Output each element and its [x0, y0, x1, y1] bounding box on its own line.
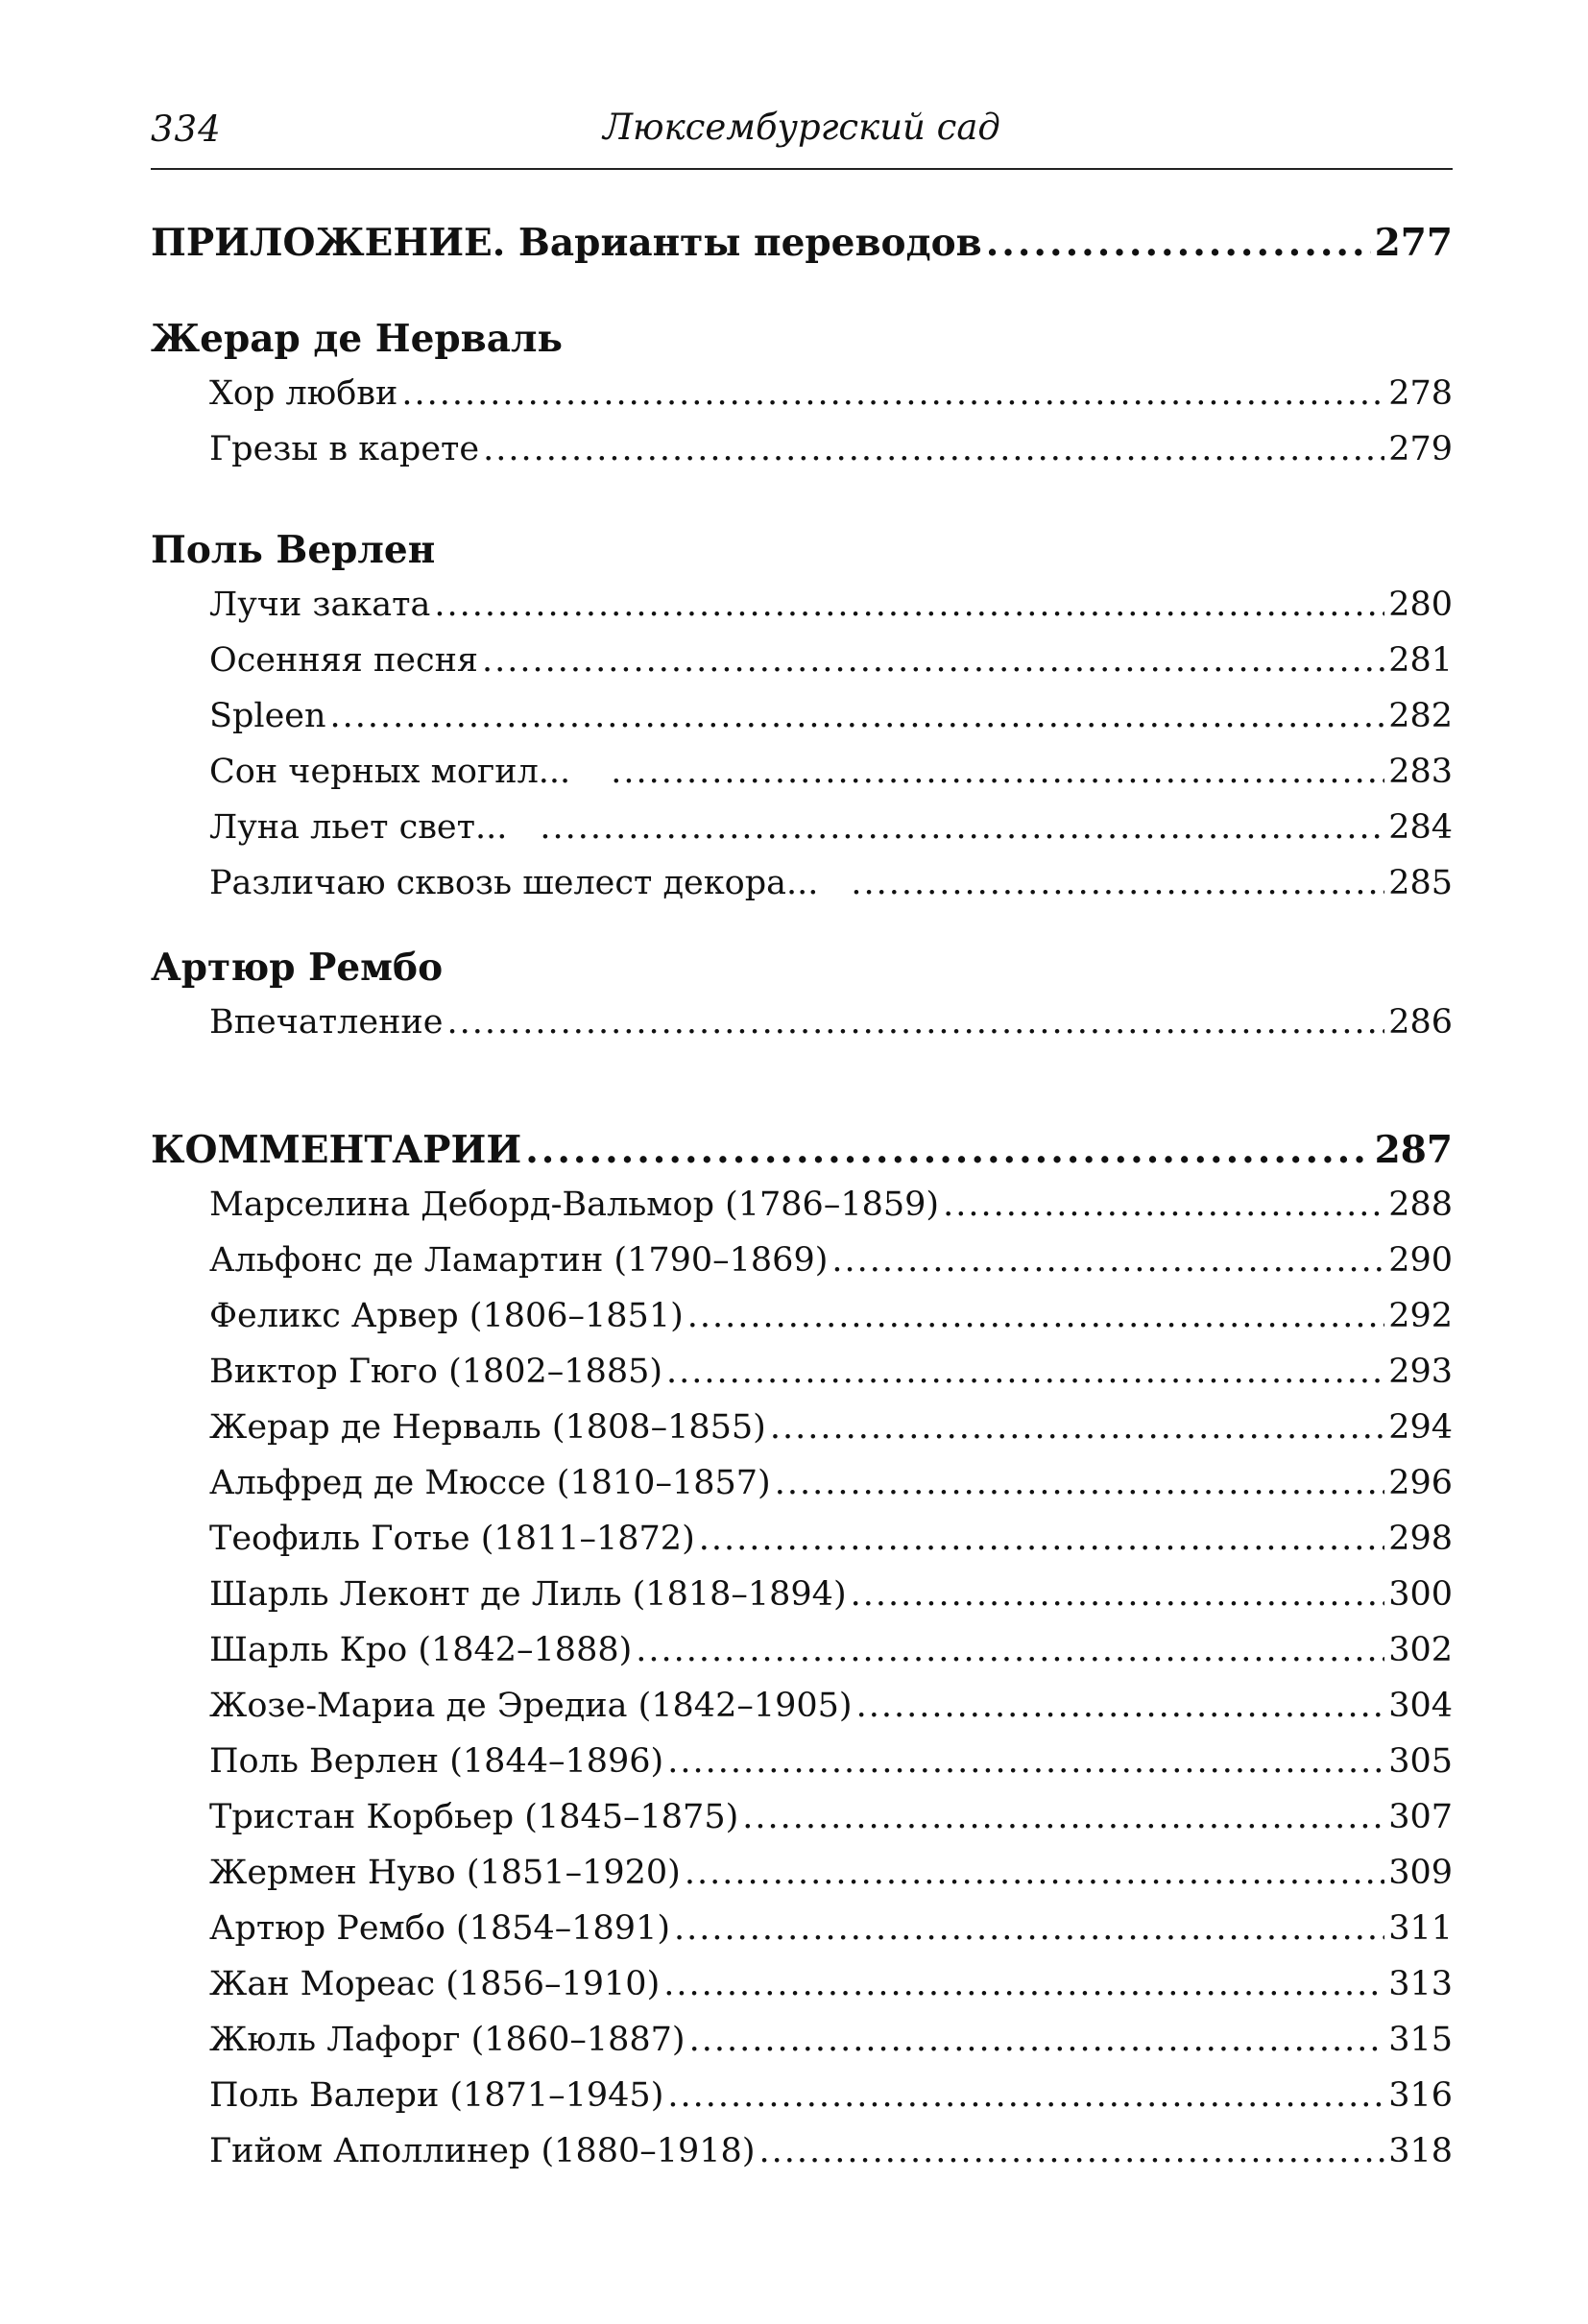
- leader-dots: [856, 1687, 1385, 1725]
- page-ref: 290: [1388, 1241, 1453, 1280]
- toc-entry[interactable]: [209, 1297, 1453, 1335]
- page-ref: 307: [1388, 1798, 1453, 1836]
- page-ref: 300: [1388, 1575, 1453, 1614]
- toc-heading-appendix[interactable]: [151, 221, 1453, 265]
- leader-dots: [687, 1297, 1384, 1335]
- leader-dots: [742, 1798, 1384, 1836]
- toc-entry[interactable]: [209, 2076, 1453, 2115]
- page-ref: 302: [1388, 1631, 1453, 1669]
- entry-title: Теофиль Готье (1811–1872): [209, 1520, 695, 1558]
- page-ref: 298: [1388, 1520, 1453, 1558]
- page-ref: 292: [1388, 1297, 1453, 1335]
- entry-title: Феликс Арвер (1806–1851): [209, 1297, 684, 1335]
- leader-dots: [667, 1742, 1384, 1781]
- entry-title: Жюль Лафорг (1860–1887): [209, 2021, 686, 2059]
- page-ref: 283: [1388, 753, 1453, 791]
- page-ref: 315: [1388, 2021, 1453, 2059]
- page-number: 334: [151, 108, 222, 150]
- toc-entry[interactable]: [209, 2132, 1453, 2170]
- entry-title: Альфред де Мюссе (1810–1857): [209, 1464, 771, 1502]
- leader-dots: [689, 2021, 1385, 2059]
- page-ref: 293: [1388, 1353, 1453, 1391]
- entry-title: Осенняя песня: [209, 641, 478, 680]
- leader-dots: [851, 1575, 1385, 1614]
- page-ref: 316: [1388, 2076, 1453, 2115]
- toc-entry[interactable]: [209, 430, 1453, 468]
- toc-entry[interactable]: [209, 641, 1453, 680]
- entry-title: Виктор Гюго (1802–1885): [209, 1353, 663, 1391]
- toc-entry[interactable]: [209, 1798, 1453, 1836]
- leader-dots: [831, 1241, 1384, 1280]
- toc-entry[interactable]: [209, 374, 1453, 413]
- page-ref: 278: [1388, 374, 1453, 413]
- toc-entry[interactable]: [209, 1965, 1453, 2003]
- page-ref: 288: [1388, 1186, 1453, 1224]
- page-ref: 286: [1388, 1003, 1453, 1042]
- leader-dots: [851, 864, 1384, 902]
- page-ref: 296: [1388, 1464, 1453, 1502]
- toc-heading-commentary[interactable]: [151, 1128, 1453, 1172]
- entry-title: Шарль Леконт де Лиль (1818–1894): [209, 1575, 847, 1614]
- leader-dots: [685, 1854, 1384, 1892]
- page-ref: 313: [1388, 1965, 1453, 2003]
- toc-entry[interactable]: [209, 1520, 1453, 1558]
- page-ref: 304: [1388, 1687, 1453, 1725]
- toc-entry[interactable]: [209, 1241, 1453, 1280]
- leader-dots: [434, 586, 1384, 624]
- toc-entry[interactable]: [209, 1631, 1453, 1669]
- page-ref: 287: [1374, 1128, 1453, 1172]
- heading-title: ПРИЛОЖЕНИЕ. Варианты переводов: [151, 221, 982, 265]
- entry-title: Марселина Деборд-Вальмор (1786–1859): [209, 1186, 940, 1224]
- page-ref: 305: [1388, 1742, 1453, 1781]
- entry-title: Поль Валери (1871–1945): [209, 2076, 664, 2115]
- page-ref: 282: [1388, 697, 1453, 735]
- toc-entry[interactable]: [209, 2021, 1453, 2059]
- toc-entry[interactable]: [209, 1186, 1453, 1224]
- leader-dots: [525, 1128, 1370, 1172]
- leader-dots: [775, 1464, 1385, 1502]
- toc-entry[interactable]: [209, 1687, 1453, 1725]
- leader-dots: [699, 1520, 1384, 1558]
- page-ref: 318: [1388, 2132, 1453, 2170]
- entry-title: Тристан Корбьер (1845–1875): [209, 1798, 739, 1836]
- leader-dots: [758, 2132, 1384, 2170]
- toc-entry[interactable]: [209, 1353, 1453, 1391]
- toc-entry[interactable]: [209, 1408, 1453, 1447]
- toc-entry[interactable]: [209, 864, 1453, 902]
- author-heading: Артюр Рембо: [151, 946, 444, 990]
- toc-entry[interactable]: [209, 1854, 1453, 1892]
- leader-dots: [540, 808, 1384, 847]
- running-header: [151, 101, 1453, 170]
- page-ref: 309: [1388, 1854, 1453, 1892]
- page-ref: 277: [1374, 221, 1453, 265]
- page-ref: 284: [1388, 808, 1453, 847]
- entry-title: Поль Верлен (1844–1896): [209, 1742, 664, 1781]
- leader-dots: [770, 1408, 1384, 1447]
- toc-entry[interactable]: [209, 1575, 1453, 1614]
- toc-entry[interactable]: [209, 586, 1453, 624]
- entry-title: Артюр Рембо (1854–1891): [209, 1909, 670, 1948]
- toc-entry[interactable]: [209, 1742, 1453, 1781]
- leader-dots: [636, 1631, 1384, 1669]
- entry-title: Сон черных могил...: [209, 753, 571, 791]
- entry-title: Альфонс де Ламартин (1790–1869): [209, 1241, 829, 1280]
- page-ref: 285: [1388, 864, 1453, 902]
- toc-entry[interactable]: [209, 808, 1453, 847]
- author-heading: Поль Верлен: [151, 528, 436, 572]
- entry-title: Луна льет свет...: [209, 808, 508, 847]
- entry-title: Жермен Нуво (1851–1920): [209, 1854, 681, 1892]
- entry-title: Различаю сквозь шелест декора...: [209, 864, 819, 902]
- entry-title: Гийом Аполлинер (1880–1918): [209, 2132, 756, 2170]
- leader-dots: [674, 1909, 1384, 1948]
- entry-title: Жан Мореас (1856–1910): [209, 1965, 661, 2003]
- leader-dots: [611, 753, 1384, 791]
- leader-dots: [667, 2076, 1384, 2115]
- entry-title: Лучи заката: [209, 586, 431, 624]
- leader-dots: [483, 430, 1384, 468]
- leader-dots: [943, 1186, 1384, 1224]
- entry-title: Впечатление: [209, 1003, 444, 1042]
- toc-entry[interactable]: [209, 1003, 1453, 1042]
- leader-dots: [986, 221, 1371, 265]
- leader-dots: [330, 697, 1385, 735]
- leader-dots: [666, 1353, 1384, 1391]
- page-ref: 281: [1388, 641, 1453, 680]
- leader-dots: [401, 374, 1384, 413]
- page-ref: 280: [1388, 586, 1453, 624]
- leader-dots: [446, 1003, 1384, 1042]
- entry-title: Жозе-Мариа де Эредиа (1842–1905): [209, 1687, 853, 1725]
- page-ref: 311: [1388, 1909, 1453, 1948]
- book-title: Люксембургский сад: [603, 107, 1000, 148]
- page-ref: 279: [1388, 430, 1453, 468]
- toc-entry[interactable]: [209, 1909, 1453, 1948]
- leader-dots: [482, 641, 1384, 680]
- entry-title: Шарль Кро (1842–1888): [209, 1631, 633, 1669]
- toc-entry[interactable]: [209, 1464, 1453, 1502]
- entry-title: Грезы в карете: [209, 430, 480, 468]
- toc-entry[interactable]: [209, 697, 1453, 735]
- author-heading: Жерар де Нерваль: [151, 317, 564, 361]
- toc-entry[interactable]: [209, 753, 1453, 791]
- entry-title: Жерар де Нерваль (1808–1855): [209, 1408, 766, 1447]
- leader-dots: [663, 1965, 1384, 2003]
- page-ref: 294: [1388, 1408, 1453, 1447]
- entry-title: Хор любви: [209, 374, 398, 413]
- heading-title: КОММЕНТАРИИ: [151, 1128, 522, 1172]
- entry-title: Spleen: [209, 697, 326, 735]
